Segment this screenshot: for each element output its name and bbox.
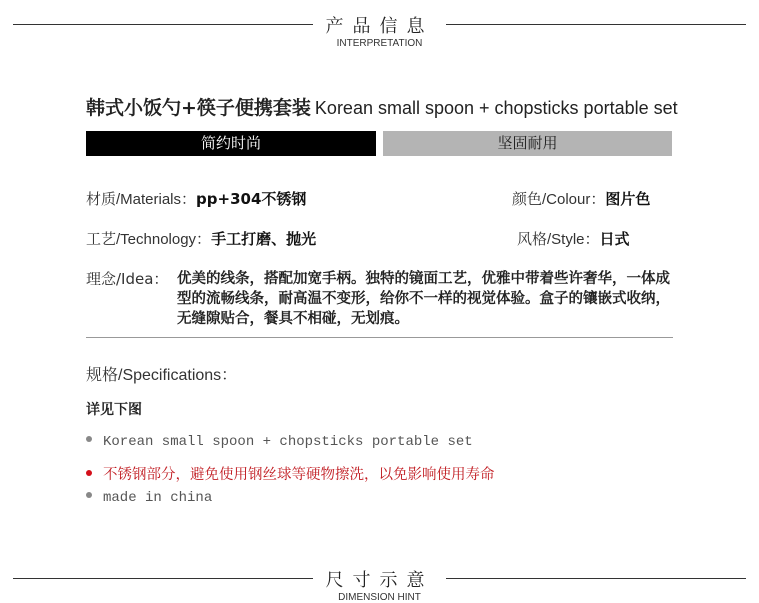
spec-bullet-2-text: 不锈钢部分，避免使用钢丝球等硬物擦洗，以免影响使用寿命: [103, 467, 495, 483]
header-bottom-title: 尺寸示意: [325, 570, 434, 591]
style-field: [517, 228, 630, 249]
style-label: 风格/Style：: [517, 231, 600, 248]
product-title-zh: 韩式小饭勺+筷子便携套装: [86, 97, 311, 119]
bullet-dot-icon: [86, 436, 92, 442]
header-top-title: 产品信息: [325, 16, 434, 37]
technology-value: 手工打磨、抛光: [211, 230, 317, 248]
spec-bullet-1: [86, 434, 473, 450]
product-title: [86, 93, 678, 120]
header-bottom-subtitle: DIMENSION HINT: [338, 592, 421, 603]
spec-bullet-3: [86, 490, 212, 506]
tab-simple-fashion: 简约时尚: [86, 131, 376, 156]
header-top-subtitle: INTERPRETATION: [336, 38, 423, 49]
colour-label: 颜色/Colour：: [512, 191, 606, 208]
product-title-en: Korean small spoon + chopsticks portable set: [314, 98, 678, 118]
bullet-dot-icon: [86, 492, 92, 498]
bullet-dot-icon: [86, 470, 92, 476]
idea-label: 理念/Idea：: [86, 270, 169, 288]
tab-durable: 坚固耐用: [383, 131, 672, 156]
colour-field: [512, 188, 650, 209]
spec-bullet-3-text: made in china: [103, 490, 213, 506]
technology-field: [86, 228, 316, 249]
material-field: [86, 188, 306, 209]
technology-label: 工艺/Technology：: [86, 231, 212, 248]
spec-bullet-1-text: Korean small spoon + chopsticks portable set: [103, 434, 473, 450]
specifications-label: 规格/Specifications：: [86, 367, 238, 384]
style-value: 日式: [599, 230, 630, 248]
idea-text: 优美的线条，搭配加宽手柄。独特的镜面工艺，优雅中带着些许奢华，一体成型的流畅线条，耐高温不变形，给你不一样的视觉体验。盒子的镶嵌式收纳，无缝隙贴合，餐具不相碰，无划痕。: [177, 271, 670, 327]
material-label: 材质/Materials：: [86, 191, 197, 208]
spec-bullet-2: [86, 463, 495, 484]
section-divider: [86, 337, 673, 338]
specifications-sub: 详见下图: [86, 402, 142, 418]
colour-value: 图片色: [605, 190, 651, 208]
material-value: pp+304不锈钢: [196, 190, 307, 208]
